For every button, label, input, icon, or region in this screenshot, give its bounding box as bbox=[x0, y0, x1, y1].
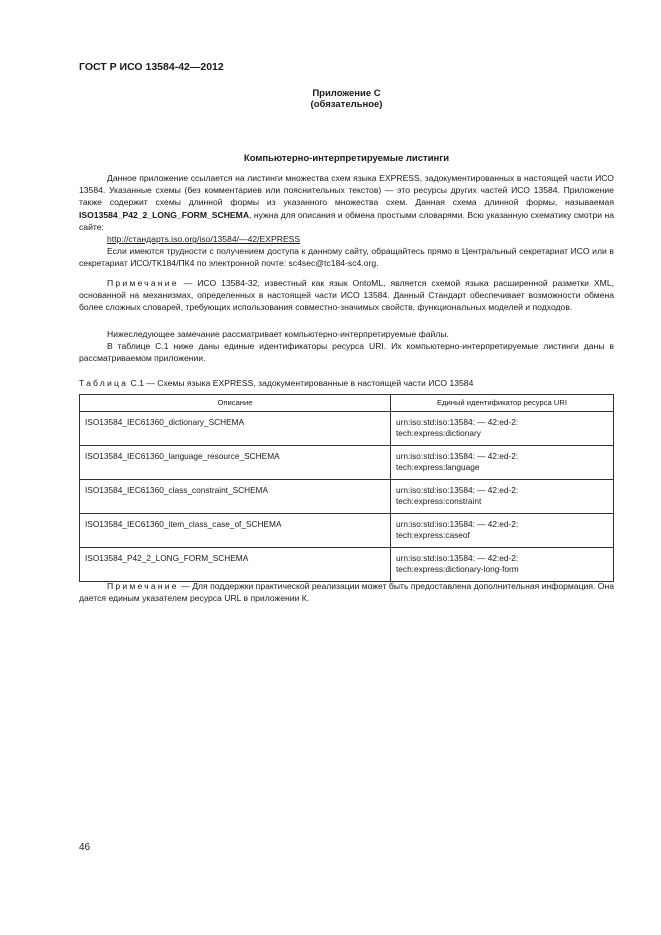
annex-title: Приложение С bbox=[312, 88, 381, 99]
note-1-label: Примечание bbox=[107, 278, 179, 288]
paragraph-intro: Данное приложение ссылается на листинги множества схем языка EXPRESS, задокументированных в настоящей части ИСО 13584. Указанные схемы (без комментариев или пояснительных текстов) — это ресурсы других частей ИСО 13584. Приложение также содержит схемы длинной формы из указанного множества схем. Данная схема длинной формы, называемая ISO13584_P42_2_LONG_FORM_SCHEMA, нужна для описания и обмена простыми словарями. Всю указанную схематику смотри на сайте: bbox=[79, 173, 614, 232]
uri-table bbox=[79, 394, 614, 582]
standard-header: ГОСТ Р ИСО 13584-42—2012 bbox=[79, 61, 224, 73]
table-row bbox=[80, 412, 614, 446]
row-description: ISO13584_IEC61360_dictionary_SCHEMA bbox=[80, 412, 391, 446]
row-description: ISO13584_P42_2_LONG_FORM_SCHEMA bbox=[80, 548, 391, 582]
page-number: 46 bbox=[79, 842, 91, 853]
note-2 bbox=[79, 580, 614, 604]
note-2-label: Примечание bbox=[107, 581, 179, 591]
row-uri: urn:iso:std:iso:13584: — 42:ed-2: tech:express:language bbox=[391, 446, 614, 480]
table-row bbox=[80, 514, 614, 548]
note-2-text: — Для поддержки практической реализации может быть предоставлена дополнительная информация. Она дается единым указателем ресурса URL в приложении К. bbox=[79, 581, 614, 604]
table-header-uri: Единый идентификатор ресурса URI bbox=[391, 395, 614, 412]
row-description: ISO13584_IEC61360_class_constraint_SCHEMA bbox=[80, 480, 391, 514]
paragraph-access: Если имеются трудности с получением доступа к данному сайту, обращайтесь прямо в Центральный секретариат ИСО или в секретариат ИСО/ТК184/ПК4 по электронной почте: sc4sec@tc184-sc4.org. bbox=[79, 246, 614, 269]
row-description: ISO13584_IEC61360_item_class_case_of_SCHEMA bbox=[80, 514, 391, 548]
row-uri: urn:iso:std:iso:13584: — 42:ed-2: tech:express:dictionary bbox=[391, 412, 614, 446]
row-uri: urn:iso:std:iso:13584: — 42:ed-2: tech:express:caseof bbox=[391, 514, 614, 548]
table-row bbox=[80, 480, 614, 514]
schema-name: ISO13584_P42_2_LONG_FORM_SCHEMA bbox=[79, 209, 250, 220]
annex-status: (обязательное) bbox=[310, 99, 383, 110]
table-caption: Таблица С.1 — Схемы языка EXPRESS, задокументированные в настоящей части ИСО 13584 bbox=[79, 378, 474, 388]
body-text bbox=[79, 172, 614, 270]
section-title: Компьютерно-интерпретируемые листинги bbox=[243, 153, 450, 164]
row-uri: urn:iso:std:iso:13584: — 42:ed-2: tech:express:dictionary-long-form bbox=[391, 548, 614, 582]
note-1 bbox=[79, 277, 614, 314]
express-url-link[interactable]: http://стандартs.iso.org/iso/13584/—42/EXPRESS bbox=[107, 234, 301, 245]
table-row bbox=[80, 446, 614, 480]
row-uri: urn:iso:std:iso:13584: — 42:ed-2: tech:express:constraint bbox=[391, 480, 614, 514]
note-1-text: — ИСО 13584-32, известный как язык OntoML, является схемой языка расширенной разметки XML, основанной на механизмах, определенных в настоящей части ИСО 13584. Данный Стандарт обеспечивает возможности обмена более сложных словарей, требующих использования совместно-значимых свойств, функциональных моделей и подходов. bbox=[79, 278, 614, 313]
row-description: ISO13584_IEC61360_language_resource_SCHEMA bbox=[80, 446, 391, 480]
paragraph-remark: Нижеследующее замечание рассматривает компьютерно-интерпретируемые файлы. bbox=[107, 329, 449, 339]
body-text-2 bbox=[79, 328, 614, 365]
paragraph-table-ref: В таблице С.1 ниже даны единые идентификаторы ресурса URI. Их компьютерно-интерпретируемые листинги даны в рассматриваемом приложении. bbox=[79, 341, 614, 364]
paragraph-url bbox=[79, 233, 614, 245]
table-row bbox=[80, 548, 614, 582]
table-header-description: Описание bbox=[80, 395, 391, 412]
